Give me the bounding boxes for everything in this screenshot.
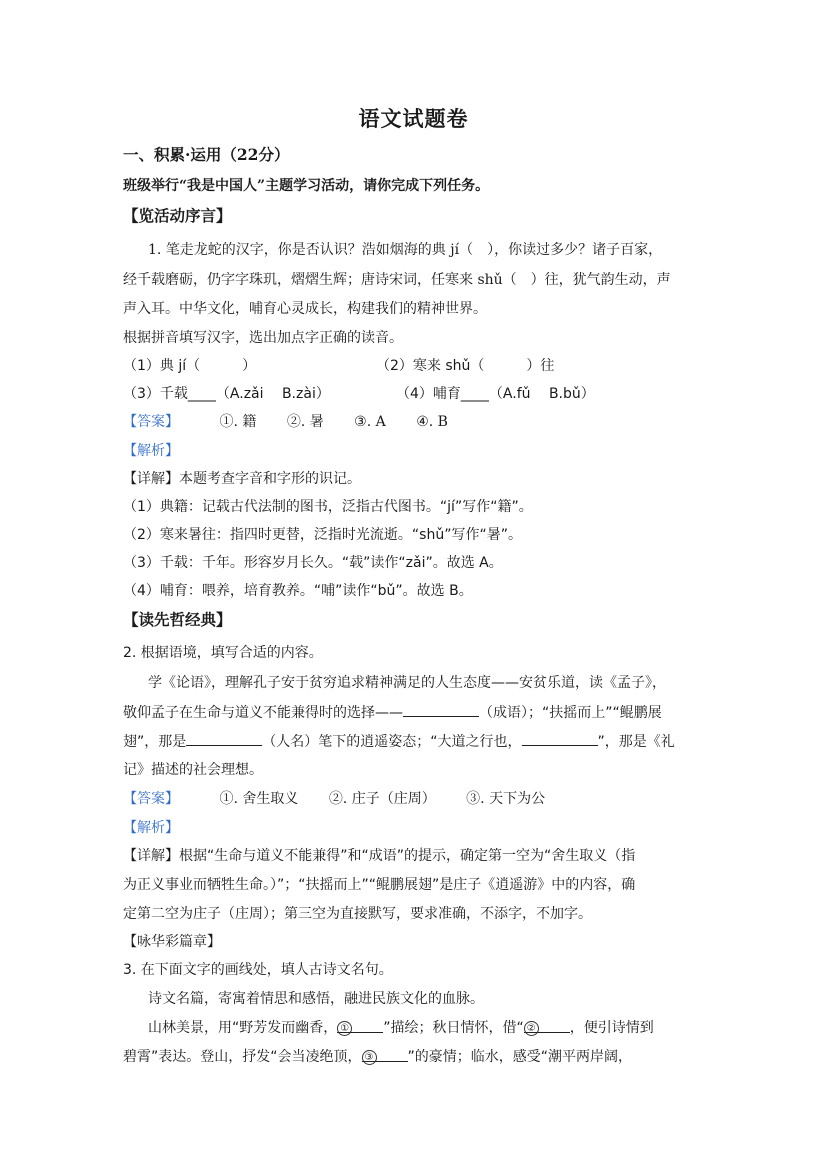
answer-blank[interactable] <box>362 1047 408 1062</box>
q3-text: ，便引诗情到 <box>569 1020 654 1036</box>
page-title: 语文试题卷 <box>358 106 469 131</box>
q3-paragraph2-line2 <box>123 1047 632 1067</box>
answer-item: ③. A <box>354 414 386 430</box>
blank-number: ① <box>337 1021 352 1036</box>
part3-heading: 【咏华彩篇章】 <box>123 934 221 950</box>
q2-answer-row <box>123 789 571 809</box>
q2-text: 翅”，那是 <box>123 734 187 750</box>
q2-detail-3: 定第二空为庄子（庄周）；第三空为直接默写，要求准确，不添字，不加字。 <box>123 906 592 922</box>
q2-passage-line1: 学《论语》，理解孔子安于贫穷追求精神满足的人生态度——安贫乐道，读《孟子》， <box>148 675 666 691</box>
q1-item4: （4）哺育____（A.fǔ B.bǔ） <box>396 386 595 402</box>
answer-blank[interactable] <box>524 1018 570 1033</box>
q2-detail-1 <box>123 846 635 866</box>
part1-heading: 【览活动序言】 <box>123 206 232 225</box>
detail-label: 【详解】 <box>123 848 179 864</box>
answer-item: ④. B <box>416 414 448 430</box>
q1-detail-4: （4）哺育：喂养，培育教养。“哺”读作“bǔ”。故选 B。 <box>123 583 473 599</box>
q2-detail-2: 为正义事业而牺牲生命。）”；“扶摇而上”“鲲鹏展翅”是庄子《逍遥游》中的内容，确 <box>123 877 636 893</box>
q1-passage-line2: 经千载磨砺，仍字字珠玑，熠熠生辉；唐诗宋词，任寒来 shǔ（ ）往，犹气韵生动，声 <box>123 272 671 288</box>
answer-blank[interactable] <box>522 731 598 746</box>
q1-passage-line3: 声入耳。中华文化，哺育心灵成长，构建我们的精神世界。 <box>123 301 487 317</box>
q3-text: ”描绘；秋日情怀，借“ <box>383 1020 524 1036</box>
q1-item3: （3）千载____（A.zǎi B.zài） <box>123 386 330 402</box>
q3-text: 山林美景，用“野芳发而幽香， <box>148 1020 338 1036</box>
analysis-label: 【解析】 <box>123 443 179 459</box>
q2-stem: 2. 根据语境，填写合适的内容。 <box>123 645 323 661</box>
q2-passage-line3 <box>123 731 675 752</box>
answer-item: ②. 庄子（庄周） <box>328 791 436 807</box>
answer-item: ①. 舍生取义 <box>219 791 299 807</box>
q3-text: 碧霄”表达。登山，抒发“会当凌绝顶， <box>123 1049 362 1065</box>
q1-instruction: 根据拼音填写汉字，选出加点字正确的读音。 <box>123 330 403 346</box>
answer-item: ③. 天下为公 <box>466 791 546 807</box>
detail-text: 本题考查字音和字形的识记。 <box>179 471 361 487</box>
q1-item1: （1）典 jí（ ） <box>123 358 257 374</box>
q3-paragraph2-line1 <box>148 1018 654 1038</box>
blank-number: ② <box>524 1021 539 1036</box>
part2-heading: 【读先哲经典】 <box>123 610 232 629</box>
q1-detail-1: （1）典籍：记载古代法制的图书，泛指古代图书。“jí”写作“籍”。 <box>123 499 533 515</box>
q2-text: ”，那是《礼 <box>597 734 675 750</box>
q3-stem: 3. 在下面文字的画线处，填人古诗文名句。 <box>123 962 393 978</box>
q2-passage-line2 <box>123 702 662 723</box>
q1-detail-intro <box>123 469 361 489</box>
detail-text: 根据“生命与道义不能兼得”和“成语”的提示，确定第一空为“舍生取义（指 <box>179 848 636 864</box>
q1-detail-2: （2）寒来暑往：指四时更替，泛指时光流逝。“shǔ”写作“暑”。 <box>123 527 522 543</box>
answer-label: 【答案】 <box>123 791 179 807</box>
answer-blank[interactable] <box>186 731 262 746</box>
answer-blank[interactable] <box>403 702 479 717</box>
answer-item: ②. 暑 <box>286 414 324 430</box>
q3-text: ”的豪情；临水，感受“潮平两岸阔， <box>407 1049 633 1065</box>
section-intro: 班级举行“我是中国人”主题学习活动，请你完成下列任务。 <box>123 178 490 194</box>
blank-number: ③ <box>362 1050 377 1065</box>
q1-item2: （2）寒来 shǔ（ ）往 <box>376 358 555 374</box>
q2-text: （人名）笔下的逍遥姿态；“大道之行也， <box>262 734 522 750</box>
q2-passage-line4: 记》描述的社会理想。 <box>123 762 263 778</box>
answer-label: 【答案】 <box>123 414 179 430</box>
detail-label: 【详解】 <box>123 471 179 487</box>
q2-text: （成语）；“扶摇而上”“鲲鹏展 <box>479 705 662 721</box>
analysis-label: 【解析】 <box>123 820 179 836</box>
q1-passage-line1: 1. 笔走龙蛇的汉字，你是否认识？浩如烟海的典 jí（ ），你读过多少？诸子百家， <box>148 242 663 258</box>
section-heading: 一、积累·运用（22分） <box>123 145 290 164</box>
q3-paragraph1: 诗文名篇，寄寓着情思和感悟，融进民族文化的血脉。 <box>148 991 484 1007</box>
q2-text: 敬仰孟子在生命与道义不能兼得时的选择—— <box>123 705 403 721</box>
answer-item: ①. 籍 <box>219 414 257 430</box>
answer-blank[interactable] <box>337 1018 383 1033</box>
q1-answer-row <box>123 412 474 432</box>
q1-detail-3: （3）千载：千年。形容岁月长久。“载”读作“zǎi”。故选 A。 <box>123 555 503 571</box>
